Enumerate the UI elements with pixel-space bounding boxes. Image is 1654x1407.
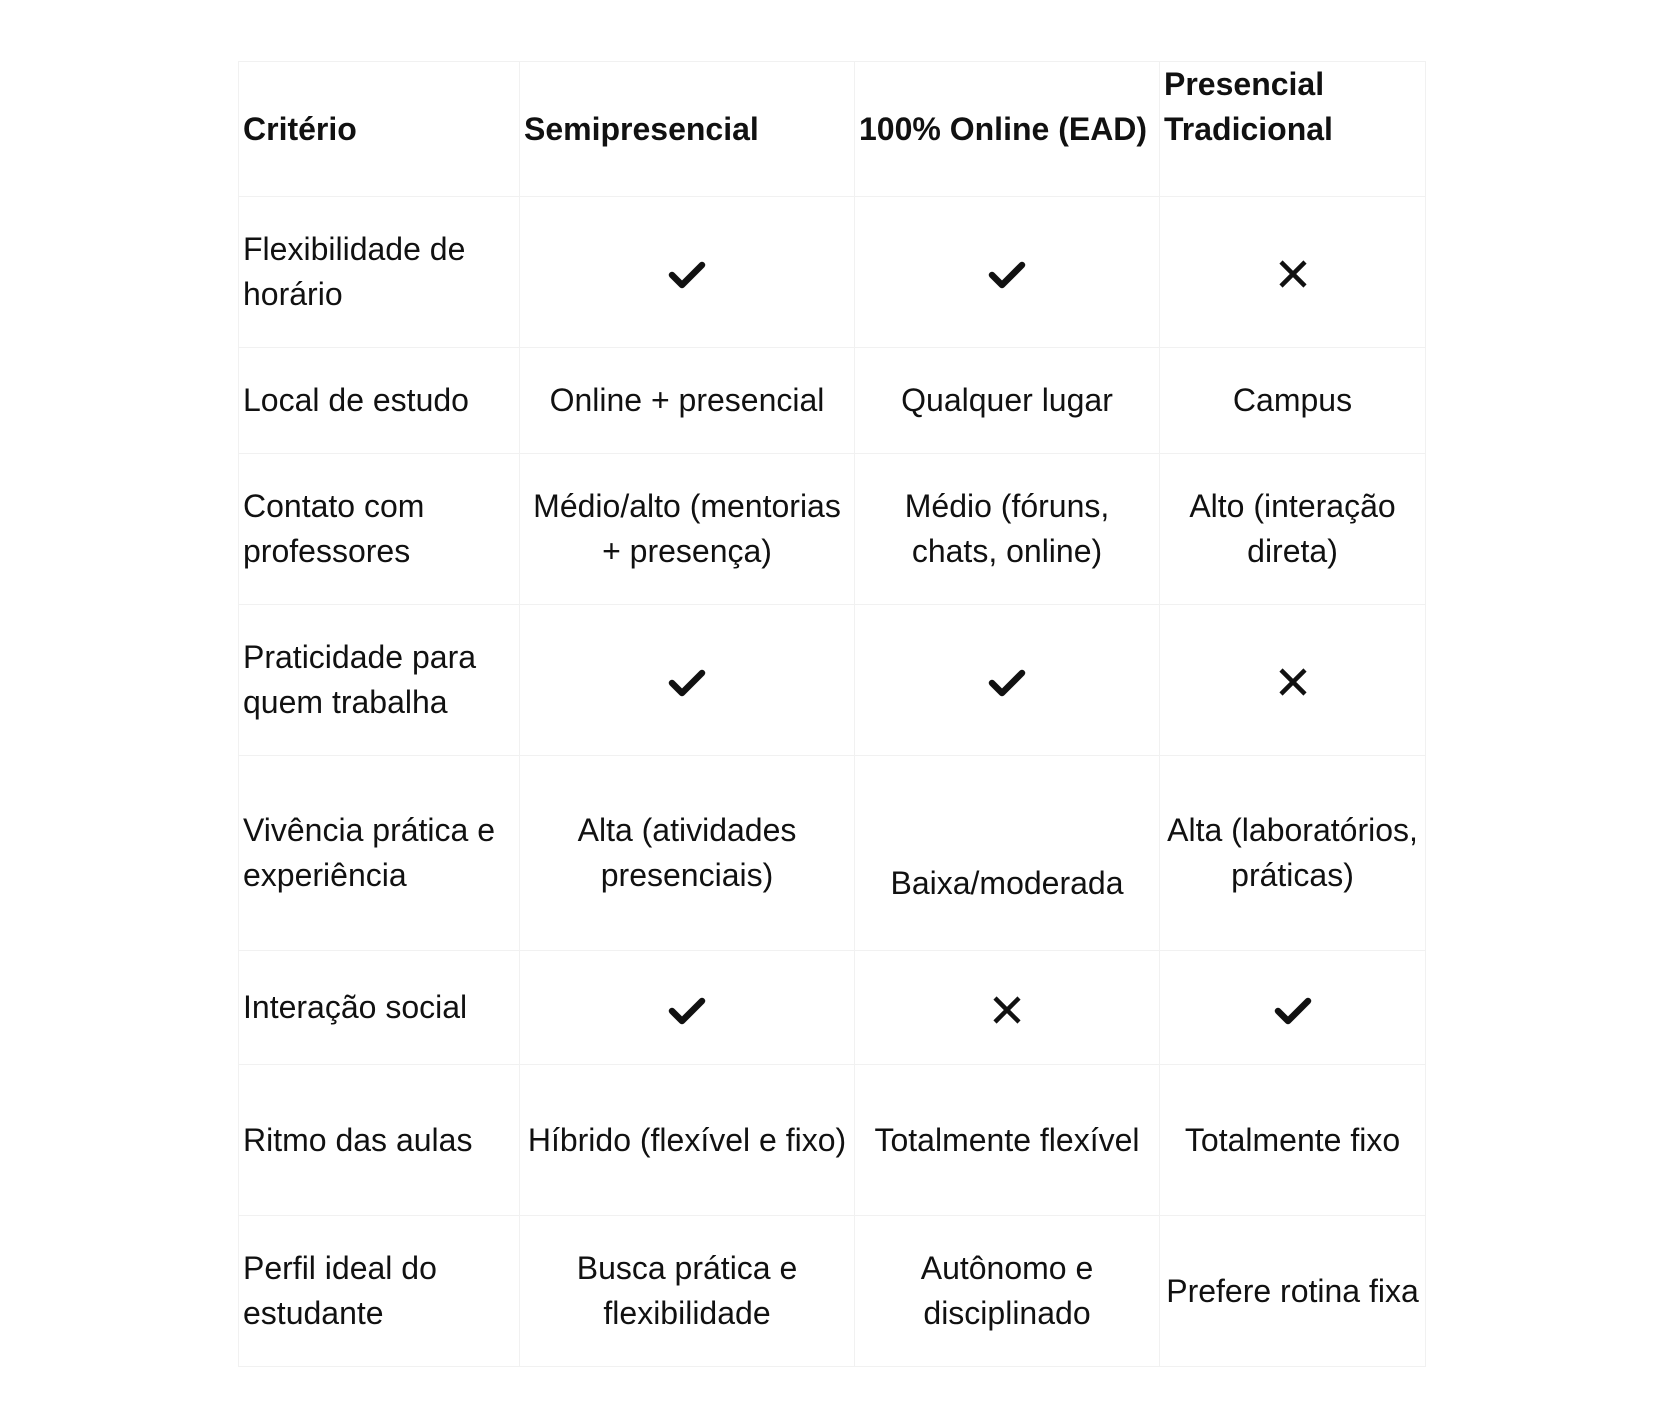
presencial-cell: Prefere rotina fixa	[1160, 1216, 1426, 1367]
criterion-cell: Perfil ideal do estudante	[239, 1216, 520, 1367]
criterion-cell: Contato com professores	[239, 454, 520, 605]
semipresencial-cell	[520, 951, 855, 1065]
presencial-cell: Campus	[1160, 348, 1426, 454]
semipresencial-cell: Alta (atividades presenciais)	[520, 756, 855, 951]
table-row	[239, 951, 1426, 1065]
semipresencial-cell: Médio/alto (mentorias + presença)	[520, 454, 855, 605]
header-semipresencial: Semipresencial	[520, 62, 855, 197]
table-row	[239, 454, 1426, 605]
check-icon	[667, 254, 707, 294]
presencial-cell: Alta (laboratórios, práticas)	[1160, 756, 1426, 951]
online-cell: Autônomo e disciplinado	[855, 1216, 1160, 1367]
header-online-ead: 100% Online (EAD)	[855, 62, 1160, 197]
criterion-cell: Local de estudo	[239, 348, 520, 454]
criterion-cell: Ritmo das aulas	[239, 1065, 520, 1216]
check-icon	[987, 662, 1027, 702]
header-criterio: Critério	[239, 62, 520, 197]
check-icon	[667, 990, 707, 1030]
x-icon	[1273, 254, 1313, 294]
online-cell	[855, 197, 1160, 348]
semipresencial-cell	[520, 605, 855, 756]
criterion-cell: Interação social	[239, 951, 520, 1065]
check-icon	[987, 254, 1027, 294]
table-row	[239, 348, 1426, 454]
semipresencial-cell: Busca prática e flexibilidade	[520, 1216, 855, 1367]
online-cell: Totalmente flexível	[855, 1065, 1160, 1216]
table-row	[239, 1216, 1426, 1367]
online-cell: Qualquer lugar	[855, 348, 1160, 454]
table-header-row	[239, 62, 1426, 197]
table-row	[239, 605, 1426, 756]
check-icon	[667, 662, 707, 702]
criterion-cell: Flexibilidade de horário	[239, 197, 520, 348]
presencial-cell: Totalmente fixo	[1160, 1065, 1426, 1216]
criterion-cell: Praticidade para quem trabalha	[239, 605, 520, 756]
semipresencial-cell: Online + presencial	[520, 348, 855, 454]
semipresencial-cell	[520, 197, 855, 348]
criterion-cell: Vivência prática e experiência	[239, 756, 520, 951]
table-row	[239, 1065, 1426, 1216]
x-icon	[987, 990, 1027, 1030]
presencial-cell	[1160, 197, 1426, 348]
presencial-cell	[1160, 951, 1426, 1065]
online-cell: Baixa/moderada	[855, 756, 1160, 951]
header-presencial-tradicional: Presencial Tradicional	[1160, 62, 1426, 197]
online-cell	[855, 605, 1160, 756]
table-row	[239, 756, 1426, 951]
online-cell	[855, 951, 1160, 1065]
check-icon	[1273, 990, 1313, 1030]
x-icon	[1273, 662, 1313, 702]
comparison-table	[238, 61, 1426, 1367]
online-cell: Médio (fóruns, chats, online)	[855, 454, 1160, 605]
presencial-cell: Alto (interação direta)	[1160, 454, 1426, 605]
semipresencial-cell: Híbrido (flexível e fixo)	[520, 1065, 855, 1216]
presencial-cell	[1160, 605, 1426, 756]
table-row	[239, 197, 1426, 348]
